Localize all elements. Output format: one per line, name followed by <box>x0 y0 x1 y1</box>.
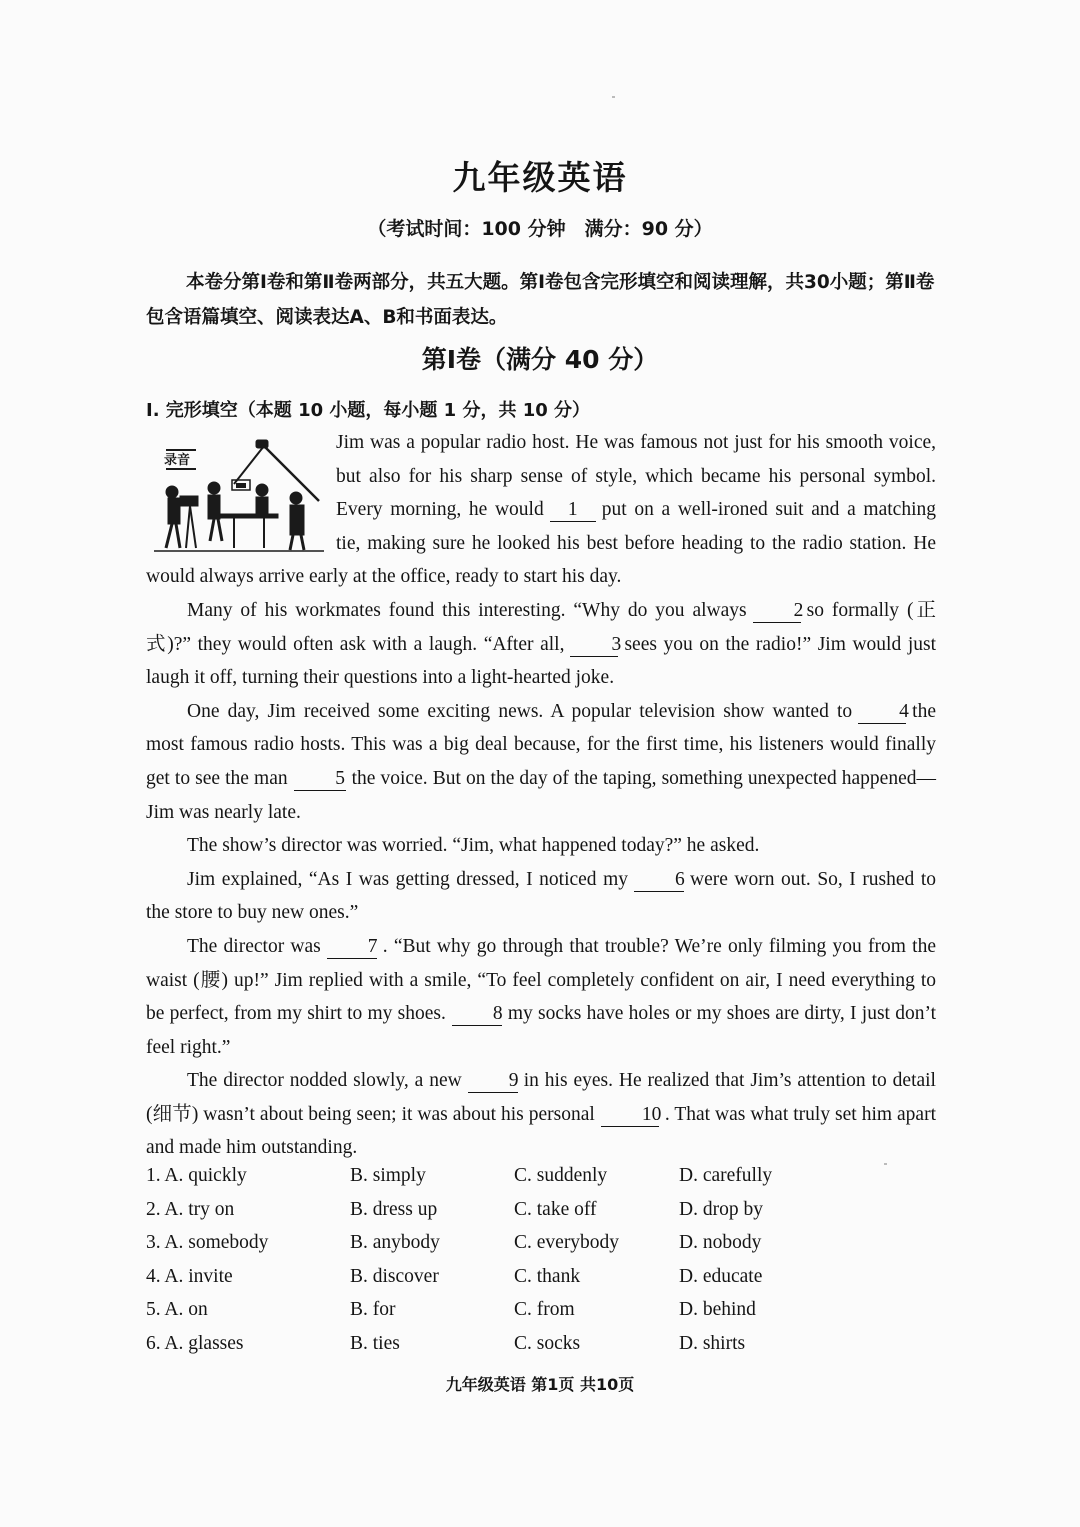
blank-7: 7 <box>327 936 377 959</box>
exam-info: （考试时间：100 分钟 满分：90 分） <box>367 218 713 240</box>
passage-paragraph: Many of his workmates found this interesting. “Why do you always 2 so formally (正式)?” they would often ask with a laugh. “After all, 3 sees you on the radio!” Jim would just laugh it off, turning their questions into a light-hearted joke. <box>146 599 937 689</box>
section-title: 第Ⅰ卷（满分 40 分） <box>421 345 659 374</box>
blank-4: 4 <box>858 701 906 724</box>
passage-paragraph: Jim explained, “As I was getting dressed, I noticed my 6 were worn out. So, I rushed to the store to buy new ones.” <box>146 868 936 924</box>
page-footer: 九年级英语 第1页 共10页 <box>445 1375 635 1394</box>
part-heading: I. 完形填空（本题 10 小题，每小题 1 分，共 10 分） <box>146 400 591 421</box>
blank-9: 9 <box>468 1070 518 1093</box>
passage-paragraph: One day, Jim received some exciting news. A popular television show wanted to 4 the most famous radio hosts. This was a big deal because, for the first time, his listeners would finally get to see the man 5 the voice. But on the day of the taping, something unexpected happened—Jim was nearly late. <box>146 700 936 823</box>
blank-3: 3 <box>570 634 618 657</box>
passage-paragraph: The show’s director was worried. “Jim, what happened today?” he asked. <box>187 835 760 857</box>
exam-instructions: 本卷分第Ⅰ卷和第Ⅱ卷两部分，共五大题。第Ⅰ卷包含完形填空和阅读理解，共30小题；第Ⅱ卷包含语篇填空、阅读表达A、B和书面表达。 <box>146 272 935 328</box>
passage-paragraph: The director nodded slowly, a new 9 in his eyes. He realized that Jim’s attention to detail (细节) wasn’t about being seen; it was about his personal 10 . That was what truly set him apart and made him outstanding. <box>146 1070 936 1159</box>
passage-paragraph: Jim was a popular radio host. He was famous not just for his smooth voice, but also for his sharp sense of style, which became his personal symbol. Every morning, he would 1 put on a well-ironed suit and a matching tie, making sure he looked his best before heading to the radio station. He would always arrive early at the office, ready to start his day. <box>146 432 936 588</box>
blank-8: 8 <box>452 1003 502 1026</box>
scan-speck <box>612 96 615 98</box>
blank-10: 10 <box>601 1104 659 1127</box>
blank-5: 5 <box>294 768 346 791</box>
page-title: 九年级英语 <box>452 158 628 197</box>
cloze-passage <box>146 426 936 1165</box>
blank-2: 2 <box>753 600 801 623</box>
blank-1: 1 <box>550 499 596 522</box>
blank-6: 6 <box>634 869 684 892</box>
radio-studio-illustration-icon <box>144 426 330 554</box>
studio-sign-text: 录音 <box>164 453 191 468</box>
passage-paragraph: The director was 7 . “But why go through that trouble? We’re only filming you from the waist (腰) up!” Jim replied with a smile, “To feel completely confident on air, I need everything to be perfect, from my shirt to my shoes. 8 my socks have holes or my shoes are dirty, I just don’t feel right.” <box>146 935 936 1058</box>
scan-speck <box>884 1163 887 1165</box>
